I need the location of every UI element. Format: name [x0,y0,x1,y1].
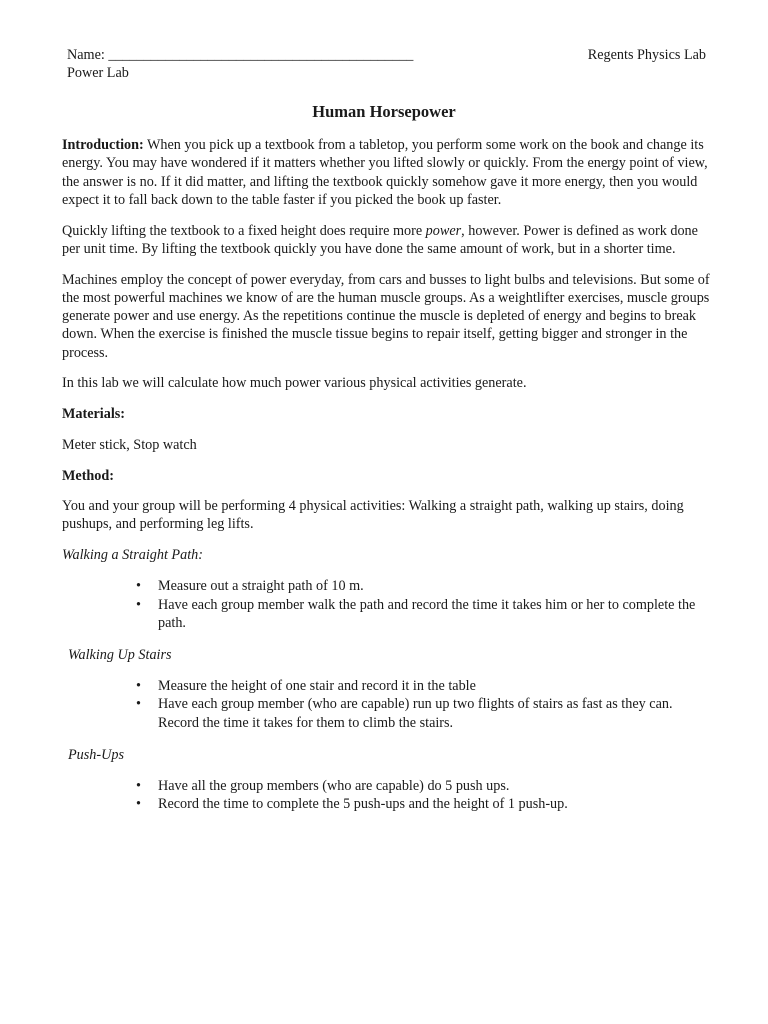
lab-subtitle: Power Lab [67,65,129,82]
materials-text: Meter stick, Stop watch [62,436,197,453]
method-heading: Method: [62,467,115,484]
document-body [62,136,710,827]
walking-list [62,577,710,632]
intro-text: When you pick up a textbook from a tabletop, you perform some work on the book and change its energy. You may have wondered if it matters whether you lifted slowly or quickly. From the energy point of view, the answer is no. If it did matter, and lifting the textbook quickly somehow gave it more energy, then you would expect it to fall back down to the table faster if you picked the book up faster. [62,137,708,208]
list-item: • Have all the group members (who are capable) do 5 push ups. [158,777,710,795]
list-item: • Measure the height of one stair and record it in the table [158,677,710,695]
list-item: • Record the time to complete the 5 push-ups and the height of 1 push-up. [158,795,710,813]
method-text: You and your group will be performing 4 physical activities: Walking a straight path, walking up stairs, doing pushups, and performing leg lifts. [62,498,684,533]
list-item: • Have each group member walk the path and record the time it takes him or her to complete the path. [158,596,710,633]
intro-label: Introduction: [62,137,144,153]
stairs-heading: Walking Up Stairs [68,646,172,663]
machines-paragraph: Machines employ the concept of power everyday, from cars and busses to light bulbs and televisions. But some of the most powerful machines we know of are the human muscle groups. As a weightlifter exercises, muscle groups generate power and use energy. As the repetitions continue the muscle is depleted of energy and begins to break down. When the exercise is finished the muscle tissue begins to repair itself, getting bigger and stronger in the process. [62,271,710,361]
pushups-heading: Push-Ups [68,746,124,763]
header-left [67,46,413,83]
walking-heading: Walking a Straight Path: [62,547,203,564]
power-text-after: , however. Power is defined as work done per unit time. By lifting the textbook quickly you have done the same amount of work, but in a shorter time. [62,222,698,257]
list-item: • Measure out a straight path of 10 m. [158,577,710,595]
course-label: Regents Physics Lab [587,47,706,63]
power-text-before: Quickly lifting the textbook to a fixed height does require more [62,222,426,239]
power-emphasis: power [425,222,462,239]
materials-heading: Materials: [62,406,126,423]
list-item: • Have each group member (who are capable) run up two flights of stairs as fast as they can. Record the time it takes for them to climb the stairs. [158,695,710,732]
purpose-paragraph: In this lab we will calculate how much power various physical activities generate. [62,375,527,392]
stairs-list [62,677,710,732]
power-paragraph [62,222,710,259]
document-title: Human Horsepower [312,102,456,121]
name-line: Name: ___________________________________________ [67,47,414,63]
pushups-list [62,777,710,814]
intro-paragraph [62,136,710,209]
